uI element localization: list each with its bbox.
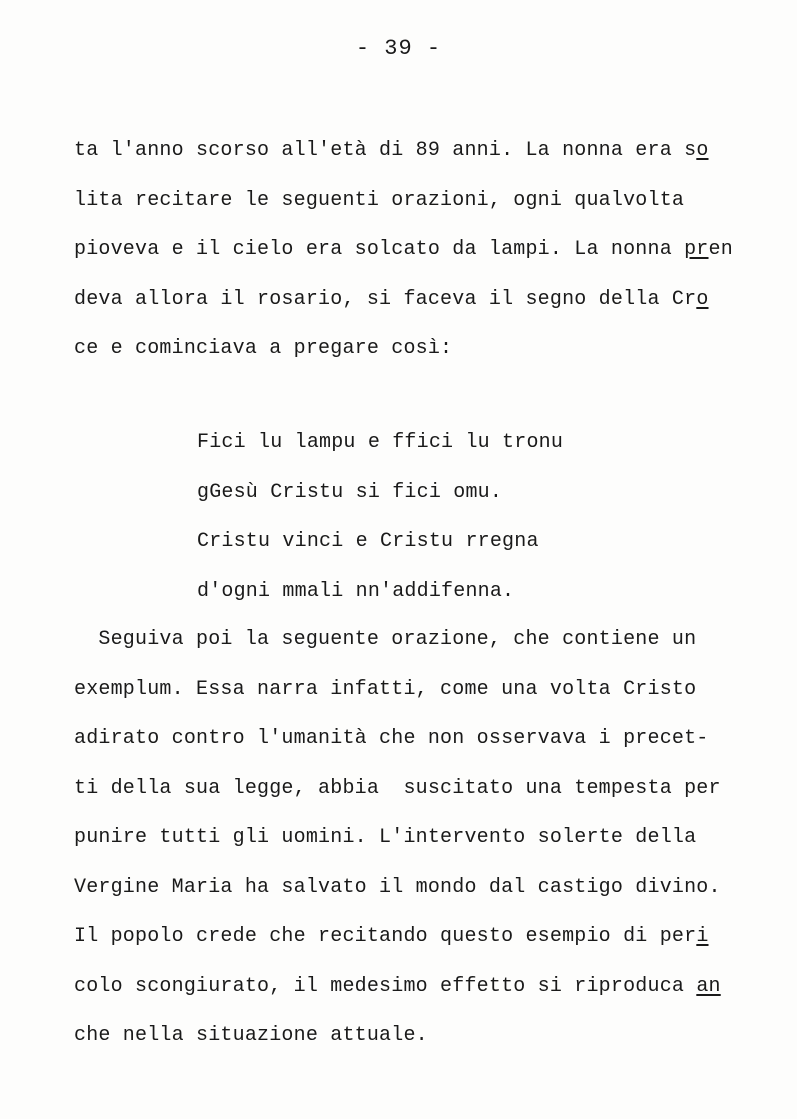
line-text: ta l'anno scorso all'età di 89 anni. La nonna era s xyxy=(74,139,697,162)
page-number: - 39 - xyxy=(355,36,442,61)
paragraph-line xyxy=(74,238,733,262)
paragraph-line xyxy=(74,777,721,801)
line-text: colo scongiurato, il medesimo effetto si riproduca xyxy=(74,974,697,998)
paragraph-line xyxy=(74,925,709,949)
line-text: Vergine Maria ha salvato il mondo dal castigo divino. xyxy=(74,875,721,899)
paragraph-line xyxy=(74,189,684,213)
verse-line: gGesù Cristu si fici omu. xyxy=(197,480,503,504)
underlined-syllable: o xyxy=(696,287,709,311)
line-text: pioveva e il cielo era solcato da lampi. La nonna xyxy=(74,238,685,261)
line-text: che nella situazione attuale. xyxy=(74,1024,428,1047)
paragraph-line xyxy=(74,727,709,751)
line-text: exemplum. Essa narra infatti, come una volta Cristo xyxy=(74,677,697,701)
verse-line: d'ogni mmali nn'addifenna. xyxy=(197,579,515,603)
paragraph-line xyxy=(74,337,452,361)
line-text: adirato contro l'umanità che non osservava i precet- xyxy=(74,727,709,750)
paragraph-line xyxy=(74,876,721,900)
paragraph-line xyxy=(74,975,721,999)
paragraph-line xyxy=(74,628,696,652)
verse-line: Fici lu lampu e ffici lu tronu xyxy=(197,431,564,454)
line-text-after: en xyxy=(708,238,733,261)
line-text: Il popolo crede che recitando questo esempio di per xyxy=(74,925,697,948)
line-text: Seguiva poi la seguente orazione, che contiene un xyxy=(74,628,697,651)
line-text: ce e cominciava a pregare così: xyxy=(74,337,453,360)
underlined-syllable: o xyxy=(696,139,709,162)
underlined-syllable: an xyxy=(696,974,721,998)
line-text: deva allora il rosario, si faceva il segno della Cr xyxy=(74,287,697,311)
paragraph-line xyxy=(74,139,709,163)
line-text: ti della sua legge, abbia suscitato una tempesta per xyxy=(74,776,721,800)
underlined-syllable: pr xyxy=(684,238,709,261)
underlined-syllable: i xyxy=(696,925,709,948)
verse-line: Cristu vinci e Cristu rregna xyxy=(197,530,539,553)
paragraph-line xyxy=(74,826,696,850)
paragraph-line xyxy=(74,288,709,312)
line-text: lita recitare le seguenti orazioni, ogni qualvolta xyxy=(74,188,685,212)
paragraph-line xyxy=(74,1024,428,1048)
line-text: punire tutti gli uomini. L'intervento solerte della xyxy=(74,826,697,849)
paragraph-line xyxy=(74,678,696,702)
